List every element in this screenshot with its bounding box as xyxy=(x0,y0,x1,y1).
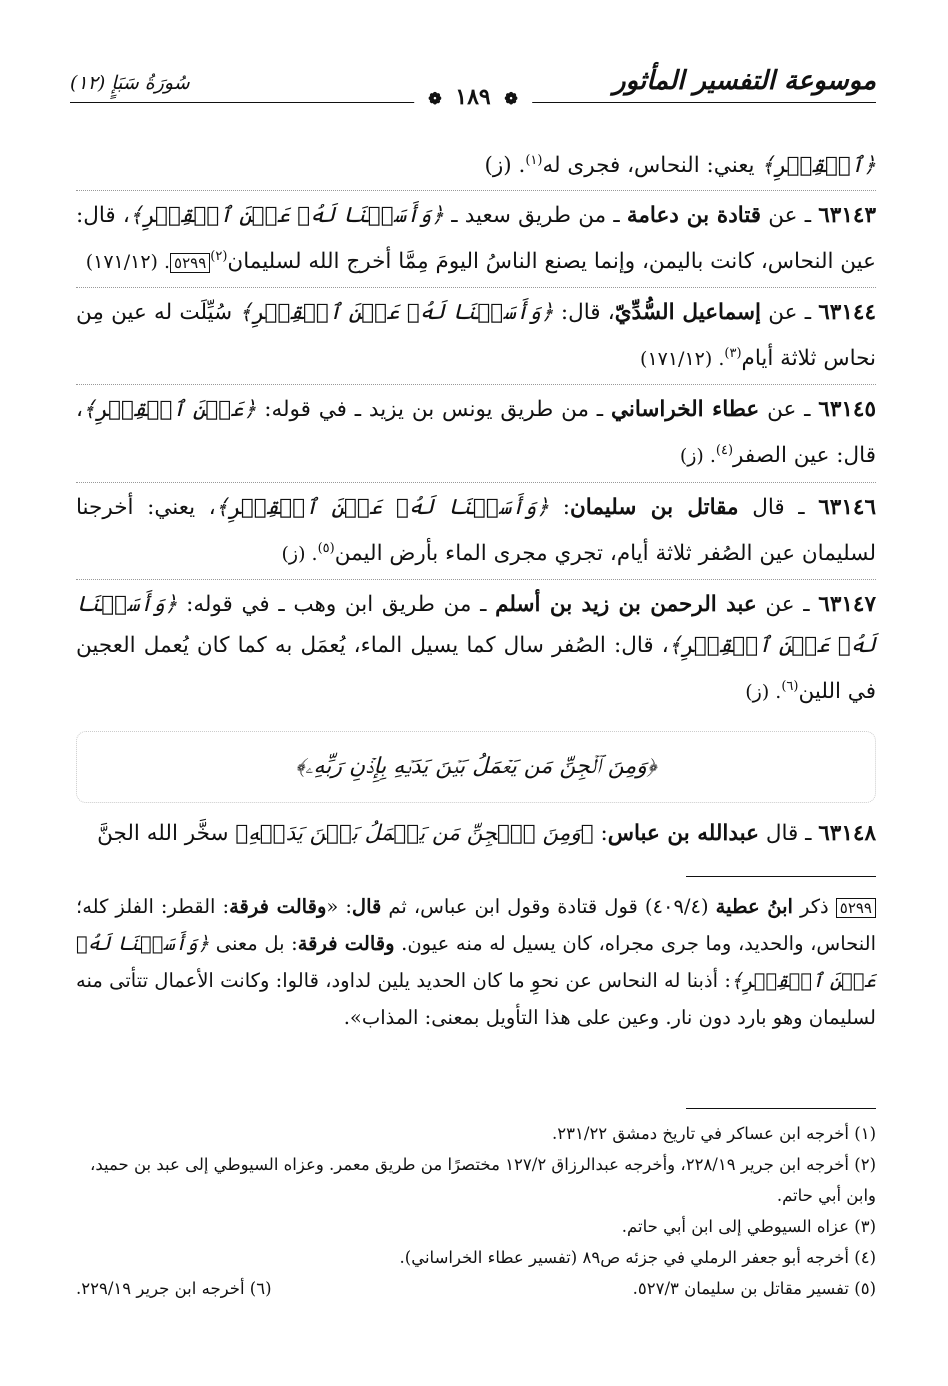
entry-number: ٦٣١٤٤ xyxy=(818,300,876,326)
entry-number: ٦٣١٤٧ xyxy=(818,591,877,617)
entry-lead: ـ عن xyxy=(761,203,819,229)
commentary-text: (٤٠٩/٤) قول قتادة وقول ابن عباس، ثم xyxy=(381,895,716,918)
footnote-ref[interactable]: (١) xyxy=(525,153,543,168)
commentary-text: ذكر xyxy=(792,895,836,918)
footnote-1: (١) أخرجه ابن عساكر في تاريخ دمشق ٢٣١/٢٢. xyxy=(552,1124,876,1143)
entry-tail: . (ز) xyxy=(281,542,318,565)
entry-text: يعني: النحاس، فجرى له xyxy=(542,153,762,179)
footnote-2: (٢) أخرجه ابن جرير ٢٢٨/١٩، وأخرجه عبدالرزاق ١٢٧/٢ مختصرًا من طريق معمر. وعزاه السيوطي إلى عبد بن حميد، وابن أبي حاتم. xyxy=(90,1155,876,1205)
commentary-text: : أذبنا له النحاس عن نحوِ ما كان الحديد يلين لداود، قالوا: وكانت الأعمال تتأتى منه لسليمان وهو بارد دون نار. وعين على هذا التأويل بمعنى: المذاب». xyxy=(76,969,876,1029)
entry-63143 xyxy=(76,195,876,283)
entry-intro xyxy=(76,140,876,186)
entry-tail: . (١٧١/١٢) xyxy=(640,348,725,371)
entry-text: ، قال: الصُفر سال كما يسيل الماء، يُعمَل به كما كان يُعمل العجين في اللين xyxy=(76,632,876,704)
entry-text: : xyxy=(549,494,571,520)
entry-text: ـ من طريق يونس بن يزيد ـ في قوله: xyxy=(256,397,611,423)
entry-lead: ـ عن xyxy=(756,591,819,617)
quran-quote: ﴿وَأَسَلۡنَا لَهُۥ عَيۡنَ ٱلۡقِطۡرِ﴾ xyxy=(215,494,550,520)
book-title: موسوعة التفسير المأثور xyxy=(613,66,876,96)
footnote-6: (٦) أخرجه ابن جرير ٢٢٩/١٩. xyxy=(76,1279,272,1298)
ornament-right-icon: ❁ xyxy=(504,89,518,108)
quran-quote: ﴿وَأَسَلۡنَا لَهُۥ عَيۡنَ ٱلۡقِطۡرِ﴾ xyxy=(76,591,876,658)
entry-number: ٦٣١٤٣ xyxy=(818,203,876,229)
entry-lead: ـ عن xyxy=(761,300,819,326)
commentary-bold: وقالت فرقة xyxy=(297,932,395,955)
entry-number: ٦٣١٤٨ xyxy=(818,820,876,846)
entry-text: ، قال: عين الصفر xyxy=(76,397,876,469)
narrator-name: عبد الرحمن بن زيد بن أسلم xyxy=(495,591,757,617)
entry-separator xyxy=(76,384,876,385)
narrator-name: عطاء الخراساني xyxy=(610,397,760,423)
narrator-name: عبدالله بن عباس xyxy=(607,820,759,846)
surah-title: سُورَةُ سَبَإٍ (١٢) xyxy=(70,72,190,94)
entry-text: ، قال: xyxy=(553,300,615,326)
footnotes-divider xyxy=(686,1108,876,1109)
entry-lead: ـ قال xyxy=(758,820,819,846)
entry-separator xyxy=(76,579,876,580)
commentary-text: : « xyxy=(326,895,352,918)
footnote-row-5-6 xyxy=(76,1273,876,1304)
entry-separator xyxy=(76,482,876,483)
entry-number: ٦٣١٤٥ xyxy=(818,397,877,423)
entry-separator xyxy=(76,190,876,191)
footnote-ref[interactable]: (٤) xyxy=(715,443,734,459)
entry-tail: . (ز) xyxy=(745,680,782,703)
entry-separator xyxy=(76,287,876,288)
narrator-name: إسماعيل السُّدِّيّ xyxy=(614,300,762,326)
footnote-ref[interactable]: (٢) xyxy=(210,249,228,265)
entry-text: ـ من طريق سعيد ـ xyxy=(444,203,627,229)
quran-quote: ﴿وَأَسَلۡنَا لَهُۥ عَيۡنَ ٱلۡقِطۡرِ﴾ xyxy=(239,300,554,326)
entry-text: : xyxy=(593,820,608,846)
verse-heading: ﴿وَمِنَ ٱلۡجِنِّ مَن يَعۡمَلُ بَيۡنَ يَدَيۡهِ بِإِذۡنِ رَبِّهِۦ﴾ xyxy=(295,754,657,780)
entry-63146 xyxy=(76,487,876,575)
main-text xyxy=(76,140,876,854)
footnote-5: (٥) تفسير مقاتل بن سليمان ٥٢٧/٣. xyxy=(632,1279,876,1298)
entry-63144 xyxy=(76,292,876,380)
commentary-bold: وقالت فرقة xyxy=(229,895,327,918)
entry-number: ٦٣١٤٦ xyxy=(818,494,876,520)
entry-text: ، يعني: أخرجنا لسليمان عين الصُفر ثلاثة أيام، تجري مجرى الماء بأرض اليمن xyxy=(76,494,876,566)
commentary-block xyxy=(76,888,876,1036)
page-number-group xyxy=(414,84,532,110)
entry-63148 xyxy=(76,813,876,854)
entry-lead: ـ قال xyxy=(738,494,819,520)
entry-text: سُيِّلَت له عين مِن نحاس ثلاثة أيام xyxy=(76,300,876,372)
footnotes xyxy=(76,1118,876,1304)
commentary-author: ابنُ عطية xyxy=(715,895,793,918)
ornament-left-icon: ❁ xyxy=(428,89,442,108)
entry-tail: . (ز) xyxy=(679,445,716,468)
entry-text: سخَّر الله الجنَّ xyxy=(97,820,236,846)
commentary-bold: قال xyxy=(351,895,382,918)
footnote-ref[interactable]: (٥) xyxy=(317,540,335,556)
quran-quote: ﴿وَأَسَلۡنَا لَهُۥ عَيۡنَ ٱلۡقِطۡرِ﴾ xyxy=(76,932,876,992)
commentary-text: : بل معنى xyxy=(209,932,298,955)
entry-tail: . (١٧١/١٢) xyxy=(85,251,171,274)
quran-quote: ﴿عَيۡنَ ٱلۡقِطۡرِ﴾ xyxy=(82,397,257,423)
commentary-number-box: ٥٢٩٩ xyxy=(836,898,876,918)
entry-63145 xyxy=(76,389,876,477)
verse-heading-box xyxy=(76,731,876,803)
entry-tail: . (ز) xyxy=(484,153,526,179)
page-number: ١٨٩ xyxy=(455,84,491,110)
narrator-name: قتادة بن دعامة xyxy=(626,203,762,229)
quran-quote: ﴿ٱلۡقِطۡرِ﴾ xyxy=(761,153,876,179)
footnote-3: (٣) عزاه السيوطي إلى ابن أبي حاتم. xyxy=(621,1217,876,1236)
footnote-4: (٤) أخرجه أبو جعفر الرملي في جزئه ص٨٩ (تفسير عطاء الخراساني). xyxy=(399,1248,876,1267)
quran-quote: ﴿وَمِنَ ٱلۡجِنِّ مَن يَعۡمَلُ بَيۡنَ يَدَيۡهِ﴾ xyxy=(235,820,594,846)
quran-quote: ﴿وَأَسَلۡنَا لَهُۥ عَيۡنَ ٱلۡقِطۡرِ﴾ xyxy=(129,203,444,229)
commentary-divider xyxy=(686,876,876,877)
entry-text: ، قال: عين النحاس، كانت باليمن، وإنما يصنع الناسُ اليومَ مِمَّا أخرج الله لسليمان xyxy=(76,203,876,275)
commentary-text: : القطر: الفلز كله؛ النحاس، والحديد، وما جرى مجراه، كان يسيل له منه عيون. xyxy=(76,895,876,955)
footnote-ref[interactable]: (٦) xyxy=(781,678,799,694)
page-header xyxy=(70,62,876,120)
narrator-name: مقاتل بن سليمان xyxy=(570,494,739,520)
entry-63147 xyxy=(76,584,876,713)
entry-lead: ـ عن xyxy=(759,397,819,423)
entry-text: ـ من طريق ابن وهب ـ في قوله: xyxy=(177,591,496,617)
footnote-ref[interactable]: (٣) xyxy=(724,346,742,362)
commentary-ref-box[interactable]: ٥٢٩٩ xyxy=(170,253,210,273)
